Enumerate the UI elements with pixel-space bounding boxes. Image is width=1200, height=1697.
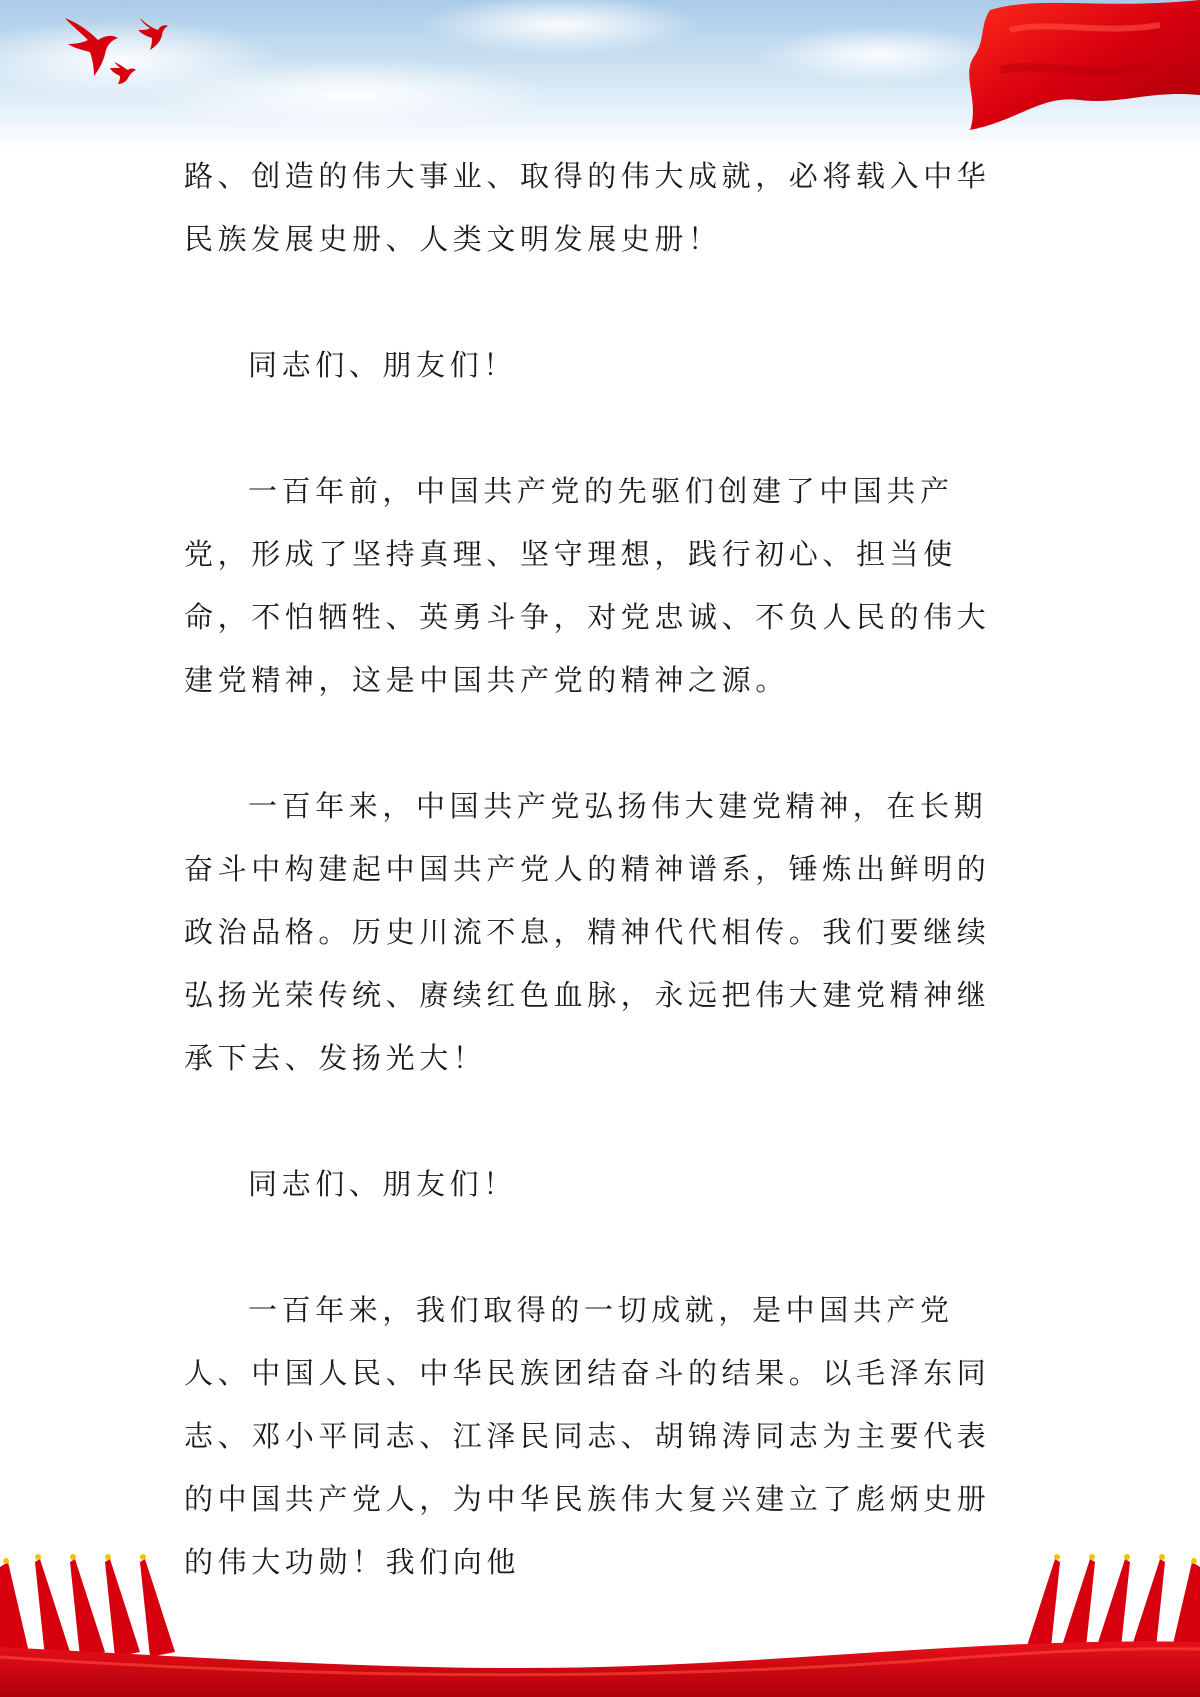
footer-flags-decoration [0,1547,1200,1697]
paragraph-4: 一百年来，中国共产党弘扬伟大建党精神，在长期奋斗中构建起中国共产党人的精神谱系，锤炼出鲜明的政治品格。历史川流不息，精神代代相传。我们要继续弘扬光荣传统、赓续红色血脉，永远把伟大建党精神继承下去、发扬光大！ [184,789,991,1075]
red-flag-decoration [900,0,1200,140]
paragraph-1: 路、创造的伟大事业、取得的伟大成就，必将载入中华民族发展史册、人类文明发展史册！ [184,159,991,256]
document-body [184,145,1018,1657]
paragraph-2: 同志们、朋友们！ [248,348,517,382]
paragraph-5: 同志们、朋友们！ [248,1167,517,1201]
paragraph-6: 一百年来，我们取得的一切成就，是中国共产党人、中国人民、中华民族团结奋斗的结果。以毛泽东同志、邓小平同志、江泽民同志、胡锦涛同志为主要代表的中国共产党人，为中华民族伟大复兴建立了彪炳史册的伟大功勋！我们向他 [184,1293,991,1579]
paragraph-3: 一百年前，中国共产党的先驱们创建了中国共产党，形成了坚持真理、坚守理想，践行初心、担当使命，不怕牺牲、英勇斗争，对党忠诚、不负人民的伟大建党精神，这是中国共产党的精神之源。 [184,474,991,697]
doves-icon [60,10,180,85]
